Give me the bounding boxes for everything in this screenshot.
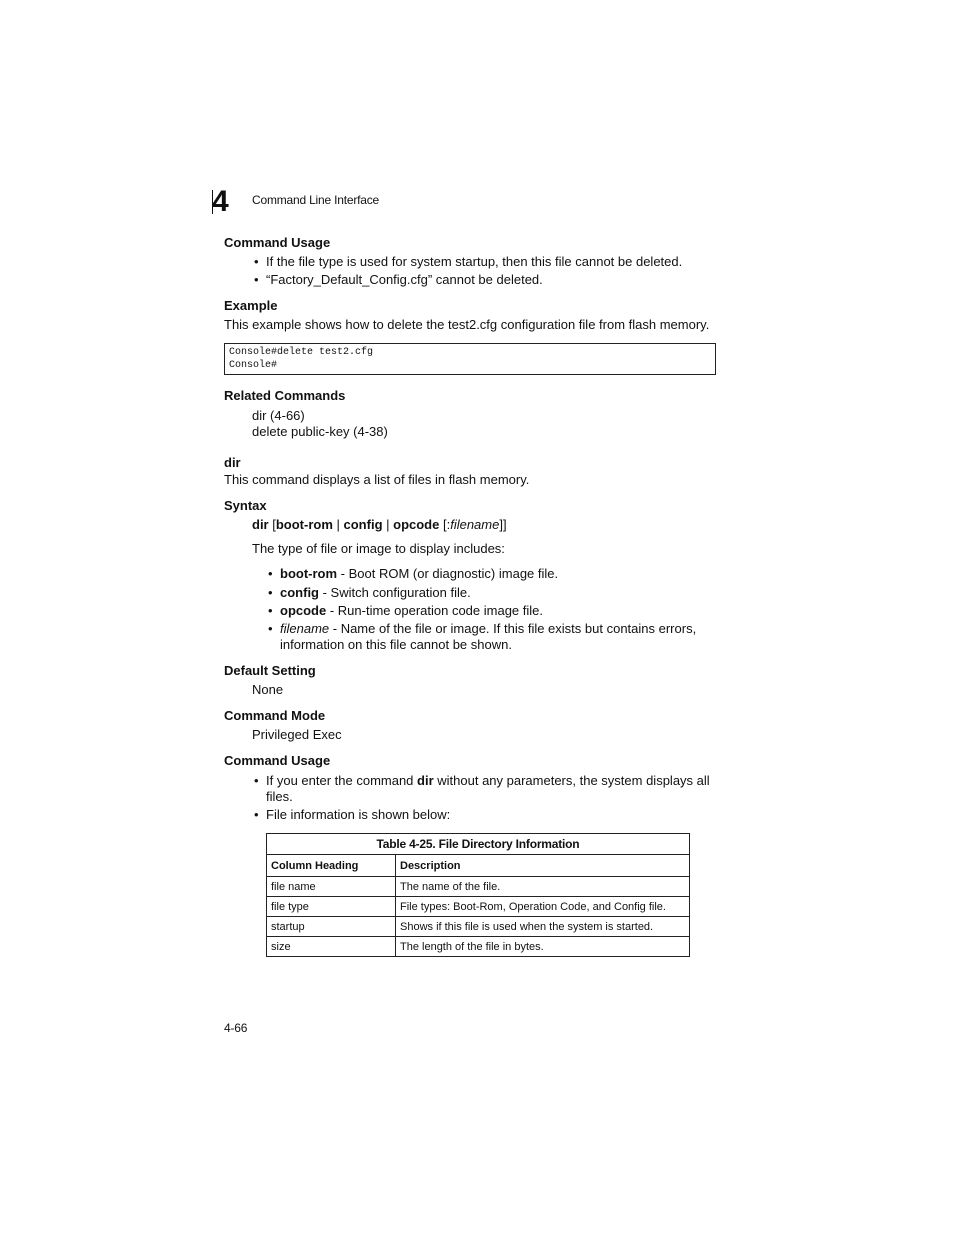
type-item [280,585,471,600]
code-line: Console# [229,360,278,371]
syntax-command: dir [252,517,269,532]
bullet-icon: • [268,585,273,600]
table-cell: file name [267,877,396,897]
code-line: Console#delete test2.cfg [229,347,374,358]
type-term: filename [280,621,330,636]
usage-item: If the file type is used for system startup, then this file cannot be deleted. [266,254,683,269]
table-cell: File types: Boot-Rom, Operation Code, and Config file. [396,897,690,917]
type-term: boot-rom [280,566,338,581]
table-row [267,917,690,937]
command-usage-heading: Command Usage [224,753,331,768]
command-usage-heading: Command Usage [224,235,331,250]
syntax-bracket: [ [268,517,276,532]
syntax-separator: | [332,517,344,532]
bullet-icon: • [254,807,259,822]
syntax-heading: Syntax [224,498,267,513]
related-command-item: delete public-key (4-38) [252,424,388,439]
bullet-icon: • [254,272,259,287]
type-item [280,566,558,581]
example-heading: Example [224,298,278,313]
command-mode-value: Privileged Exec [252,727,342,742]
table-cell: size [267,937,396,957]
command-name: dir [224,455,241,470]
syntax-option: opcode [393,517,440,532]
usage-text: If you enter the command [266,773,418,788]
default-setting-value: None [252,682,284,697]
table-row [267,937,690,957]
type-term: opcode [280,603,327,618]
bullet-icon: • [268,603,273,618]
table-cell: Shows if this file is used when the system is started. [396,917,690,937]
file-directory-table [266,833,690,957]
syntax-bracket: [: [439,517,451,532]
bullet-icon: • [254,254,259,269]
type-item [280,621,696,636]
table-cell: file type [267,897,396,917]
code-example-box [224,343,716,375]
type-desc: - Name of the file or image. If this file exists but contains errors, [329,621,697,636]
usage-item [266,773,710,788]
table-caption: Table 4-25. File Directory Information [267,834,690,855]
type-desc: - Boot ROM (or diagnostic) image file. [337,566,559,581]
usage-command: dir [417,773,434,788]
table-row [267,897,690,917]
table-cell: The name of the file. [396,877,690,897]
chapter-number: 4 [212,185,229,218]
default-setting-heading: Default Setting [224,663,316,678]
command-description: This command displays a list of files in flash memory. [224,472,530,487]
related-command-item: dir (4-66) [252,408,305,423]
bullet-icon: • [254,773,259,788]
command-mode-heading: Command Mode [224,708,326,723]
usage-item: File information is shown below: [266,807,451,822]
type-desc-continued: information on this file cannot be shown. [280,637,512,652]
chapter-title: Command Line Interface [252,193,380,207]
related-commands-heading: Related Commands [224,388,346,403]
page-number: 4-66 [224,1021,248,1035]
type-item [280,603,543,618]
syntax-line [252,517,507,532]
type-desc: - Switch configuration file. [319,585,471,600]
bullet-icon: • [268,566,273,581]
syntax-option: boot-rom [275,517,333,532]
table-row [267,877,690,897]
type-term: config [280,585,319,600]
bullet-icon: • [268,621,273,636]
usage-item: “Factory_Default_Config.cfg” cannot be deleted. [266,272,543,287]
table-header-row [267,855,690,877]
column-header: Column Heading [267,855,396,877]
column-header: Description [396,855,690,877]
table-cell: The length of the file in bytes. [396,937,690,957]
type-desc: - Run-time operation code image file. [326,603,544,618]
usage-text: without any parameters, the system displays all [433,773,710,788]
types-intro: The type of file or image to display includes: [252,541,505,556]
syntax-bracket: ]] [499,517,507,532]
example-text: This example shows how to delete the test2.cfg configuration file from flash memory. [224,317,710,332]
syntax-separator: | [382,517,394,532]
syntax-parameter: filename [450,517,500,532]
syntax-option: config [343,517,383,532]
table-cell: startup [267,917,396,937]
usage-item-continued: files. [266,789,293,804]
